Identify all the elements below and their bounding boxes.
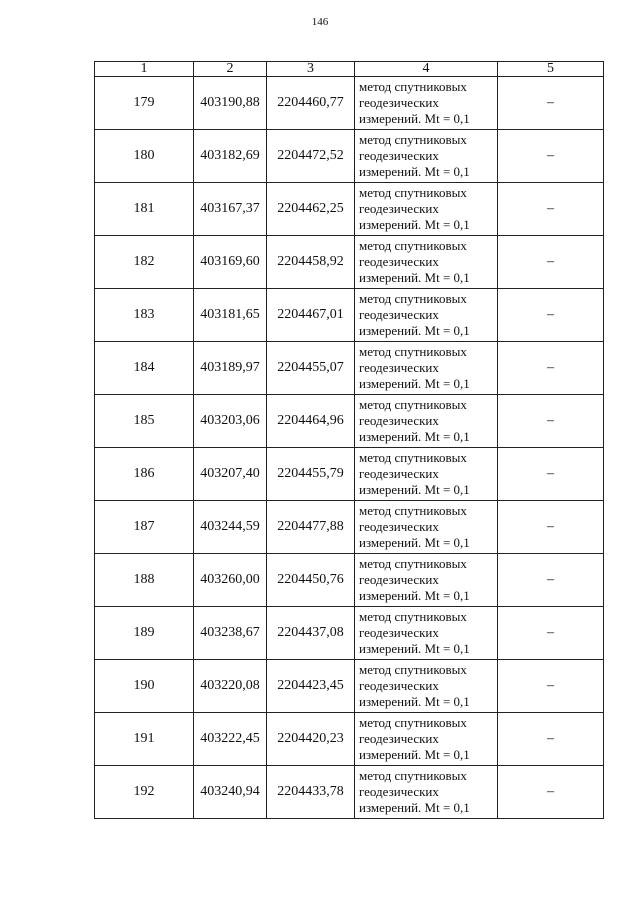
- point-number-cell: 191: [95, 713, 194, 766]
- table-row: [95, 713, 604, 766]
- y-coordinate-cell: 2204467,01: [267, 289, 355, 342]
- method-text-line: геодезических: [359, 519, 439, 534]
- method-text-line: метод спутниковых: [359, 768, 467, 783]
- table-row: [95, 342, 604, 395]
- x-coordinate-cell: 403182,69: [194, 130, 267, 183]
- y-coordinate-cell: 2204455,07: [267, 342, 355, 395]
- column-header-4: 4: [355, 62, 498, 77]
- column-header-2: 2: [194, 62, 267, 77]
- coordinates-table: [94, 61, 604, 819]
- column-5-cell: –: [498, 395, 604, 448]
- method-text-line: геодезических: [359, 413, 439, 428]
- x-coordinate-cell: 403220,08: [194, 660, 267, 713]
- method-text-line: измерений. Mt = 0,1: [359, 641, 470, 656]
- y-coordinate-cell: 2204450,76: [267, 554, 355, 607]
- column-5-cell: –: [498, 766, 604, 819]
- x-coordinate-cell: 403260,00: [194, 554, 267, 607]
- method-text-line: измерений. Mt = 0,1: [359, 111, 470, 126]
- method-text-line: измерений. Mt = 0,1: [359, 482, 470, 497]
- method-text-line: измерений. Mt = 0,1: [359, 376, 470, 391]
- column-5-cell: –: [498, 183, 604, 236]
- method-text-line: метод спутниковых: [359, 79, 467, 94]
- point-number-cell: 184: [95, 342, 194, 395]
- method-text-line: метод спутниковых: [359, 556, 467, 571]
- method-text-line: геодезических: [359, 784, 439, 799]
- method-text-line: геодезических: [359, 95, 439, 110]
- table-row: [95, 183, 604, 236]
- column-5-cell: –: [498, 501, 604, 554]
- method-text-line: геодезических: [359, 254, 439, 269]
- x-coordinate-cell: 403190,88: [194, 77, 267, 130]
- method-text-line: геодезических: [359, 148, 439, 163]
- method-cell: [355, 660, 498, 713]
- column-5-cell: –: [498, 342, 604, 395]
- column-5-cell: –: [498, 660, 604, 713]
- column-5-cell: –: [498, 554, 604, 607]
- column-header-5: 5: [498, 62, 604, 77]
- method-text-line: измерений. Mt = 0,1: [359, 217, 470, 232]
- y-coordinate-cell: 2204460,77: [267, 77, 355, 130]
- x-coordinate-cell: 403244,59: [194, 501, 267, 554]
- method-cell: [355, 448, 498, 501]
- point-number-cell: 188: [95, 554, 194, 607]
- table-row: [95, 660, 604, 713]
- method-cell: [355, 713, 498, 766]
- x-coordinate-cell: 403240,94: [194, 766, 267, 819]
- x-coordinate-cell: 403189,97: [194, 342, 267, 395]
- x-coordinate-cell: 403181,65: [194, 289, 267, 342]
- column-5-cell: –: [498, 77, 604, 130]
- method-text-line: метод спутниковых: [359, 132, 467, 147]
- method-cell: [355, 501, 498, 554]
- method-text-line: метод спутниковых: [359, 238, 467, 253]
- y-coordinate-cell: 2204477,88: [267, 501, 355, 554]
- method-text-line: метод спутниковых: [359, 715, 467, 730]
- point-number-cell: 186: [95, 448, 194, 501]
- y-coordinate-cell: 2204433,78: [267, 766, 355, 819]
- page-number: 146: [311, 16, 329, 28]
- point-number-cell: 182: [95, 236, 194, 289]
- table-header-row: [95, 62, 604, 77]
- y-coordinate-cell: 2204423,45: [267, 660, 355, 713]
- y-coordinate-cell: 2204455,79: [267, 448, 355, 501]
- x-coordinate-cell: 403238,67: [194, 607, 267, 660]
- column-header-1: 1: [95, 62, 194, 77]
- method-text-line: метод спутниковых: [359, 291, 467, 306]
- point-number-cell: 180: [95, 130, 194, 183]
- method-text-line: метод спутниковых: [359, 450, 467, 465]
- column-5-cell: –: [498, 236, 604, 289]
- x-coordinate-cell: 403207,40: [194, 448, 267, 501]
- column-5-cell: –: [498, 289, 604, 342]
- point-number-cell: 185: [95, 395, 194, 448]
- method-text-line: метод спутниковых: [359, 609, 467, 624]
- method-cell: [355, 395, 498, 448]
- method-text-line: измерений. Mt = 0,1: [359, 164, 470, 179]
- method-text-line: геодезических: [359, 731, 439, 746]
- method-text-line: метод спутниковых: [359, 503, 467, 518]
- method-cell: [355, 607, 498, 660]
- method-cell: [355, 766, 498, 819]
- table-row: [95, 130, 604, 183]
- method-text-line: измерений. Mt = 0,1: [359, 588, 470, 603]
- point-number-cell: 190: [95, 660, 194, 713]
- y-coordinate-cell: 2204420,23: [267, 713, 355, 766]
- method-text-line: измерений. Mt = 0,1: [359, 694, 470, 709]
- method-cell: [355, 130, 498, 183]
- method-cell: [355, 236, 498, 289]
- y-coordinate-cell: 2204472,52: [267, 130, 355, 183]
- x-coordinate-cell: 403167,37: [194, 183, 267, 236]
- method-text-line: метод спутниковых: [359, 185, 467, 200]
- method-cell: [355, 554, 498, 607]
- table-row: [95, 236, 604, 289]
- table-row: [95, 554, 604, 607]
- method-text-line: геодезических: [359, 625, 439, 640]
- method-cell: [355, 183, 498, 236]
- method-text-line: измерений. Mt = 0,1: [359, 747, 470, 762]
- method-text-line: геодезических: [359, 201, 439, 216]
- method-text-line: геодезических: [359, 572, 439, 587]
- method-text-line: метод спутниковых: [359, 397, 467, 412]
- point-number-cell: 183: [95, 289, 194, 342]
- point-number-cell: 189: [95, 607, 194, 660]
- method-text-line: измерений. Mt = 0,1: [359, 535, 470, 550]
- column-5-cell: –: [498, 448, 604, 501]
- method-text-line: геодезических: [359, 360, 439, 375]
- method-text-line: измерений. Mt = 0,1: [359, 270, 470, 285]
- table-row: [95, 77, 604, 130]
- y-coordinate-cell: 2204437,08: [267, 607, 355, 660]
- table-row: [95, 766, 604, 819]
- method-text-line: геодезических: [359, 307, 439, 322]
- column-5-cell: –: [498, 607, 604, 660]
- column-5-cell: –: [498, 713, 604, 766]
- method-text-line: измерений. Mt = 0,1: [359, 800, 470, 815]
- method-text-line: метод спутниковых: [359, 662, 467, 677]
- table-row: [95, 448, 604, 501]
- x-coordinate-cell: 403169,60: [194, 236, 267, 289]
- y-coordinate-cell: 2204464,96: [267, 395, 355, 448]
- y-coordinate-cell: 2204458,92: [267, 236, 355, 289]
- method-cell: [355, 342, 498, 395]
- y-coordinate-cell: 2204462,25: [267, 183, 355, 236]
- point-number-cell: 192: [95, 766, 194, 819]
- method-text-line: измерений. Mt = 0,1: [359, 323, 470, 338]
- table-row: [95, 607, 604, 660]
- x-coordinate-cell: 403222,45: [194, 713, 267, 766]
- method-cell: [355, 77, 498, 130]
- table-row: [95, 395, 604, 448]
- method-text-line: метод спутниковых: [359, 344, 467, 359]
- point-number-cell: 187: [95, 501, 194, 554]
- method-cell: [355, 289, 498, 342]
- point-number-cell: 181: [95, 183, 194, 236]
- column-5-cell: –: [498, 130, 604, 183]
- column-header-3: 3: [267, 62, 355, 77]
- table-row: [95, 501, 604, 554]
- table-row: [95, 289, 604, 342]
- point-number-cell: 179: [95, 77, 194, 130]
- method-text-line: измерений. Mt = 0,1: [359, 429, 470, 444]
- table-body: [95, 77, 604, 819]
- method-text-line: геодезических: [359, 466, 439, 481]
- method-text-line: геодезических: [359, 678, 439, 693]
- x-coordinate-cell: 403203,06: [194, 395, 267, 448]
